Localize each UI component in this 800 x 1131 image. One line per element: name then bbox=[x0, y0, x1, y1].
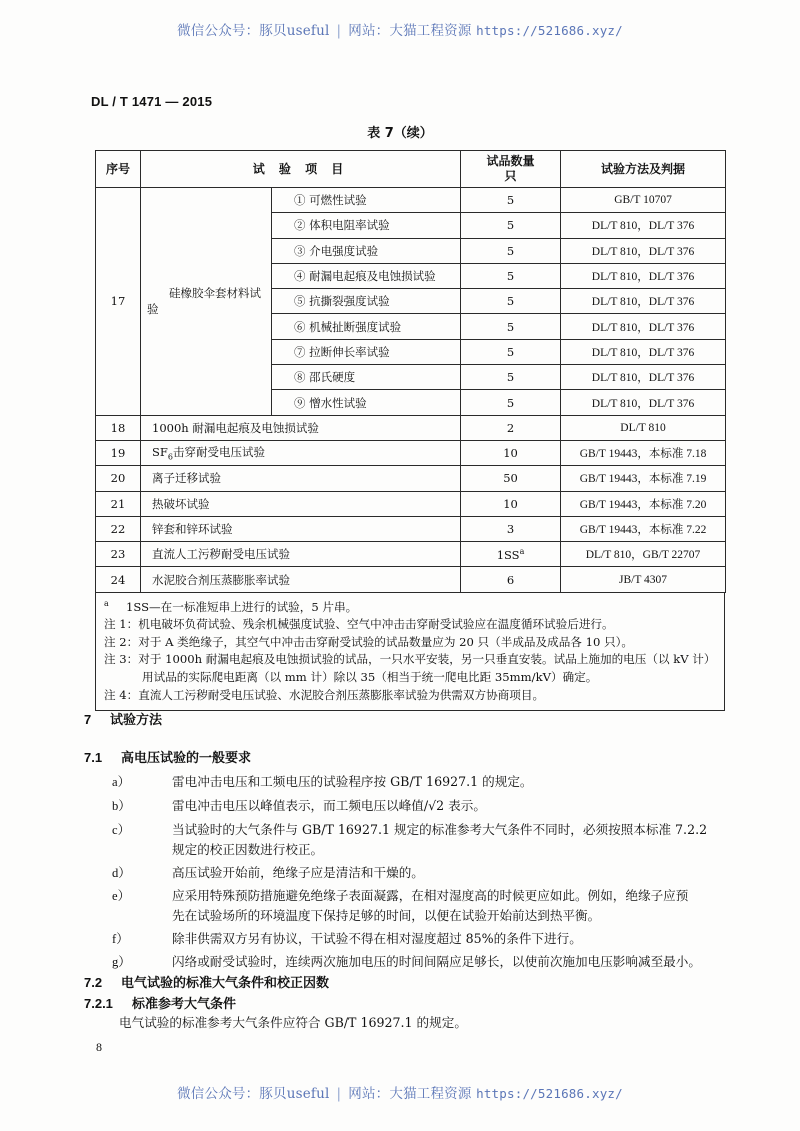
heading-721-title: 标准参考大气条件 bbox=[132, 997, 237, 1012]
watermark-top bbox=[0, 19, 800, 39]
list-item-label-c: c） bbox=[112, 823, 131, 837]
item-19-subscript: 6 bbox=[167, 452, 173, 462]
cell-item-18: 1000h 耐漏电起痕及电蚀损试验 bbox=[141, 415, 461, 440]
watermark-prefix: 微信公众号：豚贝useful bbox=[177, 1086, 330, 1102]
cell-item-21: 热破坏试验 bbox=[141, 491, 461, 516]
group-label-line2: 料试验 bbox=[147, 285, 261, 317]
cell-item-22: 锌套和锌环试验 bbox=[141, 516, 461, 541]
cell-seq-20: 20 bbox=[96, 466, 141, 491]
test-items-table bbox=[95, 150, 726, 593]
watermark-url: https://521686.xyz/ bbox=[476, 23, 623, 38]
cell-subitem-2: ② 体积电阻率试验 bbox=[272, 213, 461, 238]
cell-seq-17: 17 bbox=[96, 188, 141, 416]
cell-method-19: GB/T 19443，本标准 7.18 bbox=[561, 440, 726, 465]
heading-section-7-1 bbox=[84, 747, 251, 766]
list-item bbox=[112, 929, 800, 949]
table-note-3-line1: 注 3：对于 1000h 耐漏电起痕及电蚀损试验的试品，一只水平安装，另一只垂直安装。试品上施加的电压（以 kV 计） bbox=[104, 652, 716, 667]
cell-subitem-1: ① 可燃性试验 bbox=[272, 188, 461, 213]
list-item bbox=[112, 796, 800, 816]
table-row bbox=[96, 567, 726, 592]
watermark-separator: | bbox=[336, 1086, 342, 1102]
list-item bbox=[112, 820, 800, 861]
cell-group-label-17 bbox=[141, 188, 272, 416]
list-item bbox=[112, 886, 800, 927]
cell-seq-19: 19 bbox=[96, 440, 141, 465]
list-item-text-c-line2: 规定的校正因数进行校正。 bbox=[172, 842, 324, 858]
cell-qty-3: 5 bbox=[461, 238, 561, 263]
list-item-text-e-line2: 先在试验场所的环境温度下保持足够的时间，以便在试验开始前达到热平衡。 bbox=[172, 908, 601, 924]
table-note-1: 注 1：机电破坏负荷试验、残余机械强度试验、空气中冲击击穿耐受试验应在温度循环试验后进行。 bbox=[104, 617, 614, 632]
heading-72-title: 电气试验的标准大气条件和校正因数 bbox=[121, 976, 330, 991]
watermark-separator: | bbox=[336, 23, 342, 39]
cell-seq-18: 18 bbox=[96, 415, 141, 440]
list-item-text-f: 除非供需双方另有协议，干试验不得在相对湿度超过 85%的条件下进行。 bbox=[172, 931, 582, 946]
table-notes bbox=[95, 593, 725, 712]
cell-item-19 bbox=[141, 440, 461, 465]
table-row bbox=[96, 516, 726, 541]
cell-qty-19: 10 bbox=[461, 440, 561, 465]
watermark-prefix: 微信公众号：豚贝useful bbox=[177, 23, 330, 39]
watermark-site: 网站：大猫工程资源 bbox=[348, 1086, 472, 1102]
cell-qty-1: 5 bbox=[461, 188, 561, 213]
list-item-text-g: 闪络或耐受试验时，连续两次施加电压的时间间隔应足够长，以使前次施加电压影响减至最小。 bbox=[172, 954, 701, 969]
cell-qty-8: 5 bbox=[461, 365, 561, 390]
heading-section-7-2-1 bbox=[84, 993, 236, 1012]
table-footnote-a bbox=[104, 598, 716, 616]
cell-qty-7: 5 bbox=[461, 339, 561, 364]
table-row bbox=[96, 542, 726, 567]
watermark-bottom bbox=[0, 1082, 800, 1102]
cell-method-6: DL/T 810，DL/T 376 bbox=[561, 314, 726, 339]
list-item-label-b: b） bbox=[112, 799, 131, 813]
table-note-4: 注 4：直流人工污秽耐受电压试验、水泥胶合剂压蒸膨胀率试验为供需双方协商项目。 bbox=[104, 687, 545, 702]
heading-721-number: 7.2.1 bbox=[84, 996, 113, 1011]
cell-method-24: JB/T 4307 bbox=[561, 567, 726, 592]
cell-seq-22: 22 bbox=[96, 516, 141, 541]
list-item-label-a: a） bbox=[112, 775, 131, 789]
list-item bbox=[112, 772, 800, 792]
cell-method-22: GB/T 19443，本标准 7.22 bbox=[561, 516, 726, 541]
list-item-label-g: g） bbox=[112, 955, 131, 969]
cell-seq-24: 24 bbox=[96, 567, 141, 592]
group-label-line1: 硅橡胶伞套材 bbox=[169, 285, 238, 300]
cell-subitem-4: ④ 耐漏电起痕及电蚀损试验 bbox=[272, 263, 461, 288]
table-row bbox=[96, 491, 726, 516]
cell-item-24: 水泥胶合剂压蒸膨胀率试验 bbox=[141, 567, 461, 592]
heading-section-7-2 bbox=[84, 972, 329, 991]
cell-qty-20: 50 bbox=[461, 466, 561, 491]
col-header-quantity-line1: 试品数量 bbox=[486, 154, 535, 168]
col-header-seq: 序号 bbox=[96, 151, 141, 188]
cell-qty-21: 10 bbox=[461, 491, 561, 516]
footnote-marker-a: a bbox=[104, 598, 109, 608]
cell-method-7: DL/T 810，DL/T 376 bbox=[561, 339, 726, 364]
cell-qty-9: 5 bbox=[461, 390, 561, 415]
heading-7-title: 试验方法 bbox=[110, 713, 163, 728]
table-note-2: 注 2：对于 A 类绝缘子，其空气中冲击击穿耐受试验的试品数量应为 20 只（半成品及成品各 10 只）。 bbox=[104, 634, 634, 649]
heading-7-number: 7 bbox=[84, 712, 92, 727]
cell-method-8: DL/T 810，DL/T 376 bbox=[561, 365, 726, 390]
cell-method-18: DL/T 810 bbox=[561, 415, 726, 440]
cell-method-3: DL/T 810，DL/T 376 bbox=[561, 238, 726, 263]
document-code: DL / T 1471 — 2015 bbox=[91, 94, 213, 109]
footnote-a-text: 1SS—在一标准短串上进行的试验，5 片串。 bbox=[126, 599, 358, 614]
heading-section-7 bbox=[84, 709, 162, 728]
cell-item-23: 直流人工污秽耐受电压试验 bbox=[141, 542, 461, 567]
cell-subitem-5: ⑤ 抗撕裂强度试验 bbox=[272, 289, 461, 314]
table-caption: 表 7（续） bbox=[367, 126, 433, 141]
table-row bbox=[96, 440, 726, 465]
cell-qty-18: 2 bbox=[461, 415, 561, 440]
paragraph-7-2-1-body: 电气试验的标准参考大气条件应符合 GB/T 16927.1 的规定。 bbox=[119, 1015, 467, 1030]
table-row bbox=[96, 466, 726, 491]
item-19-prefix: SF bbox=[152, 445, 168, 460]
cell-subitem-6: ⑥ 机械扯断强度试验 bbox=[272, 314, 461, 339]
table-row bbox=[96, 415, 726, 440]
cell-method-5: DL/T 810，DL/T 376 bbox=[561, 289, 726, 314]
cell-subitem-9: ⑨ 憎水性试验 bbox=[272, 390, 461, 415]
col-header-quantity bbox=[461, 151, 561, 188]
list-item-label-d: d） bbox=[112, 866, 131, 880]
cell-seq-23: 23 bbox=[96, 542, 141, 567]
cell-qty-2: 5 bbox=[461, 213, 561, 238]
list-item bbox=[112, 863, 800, 883]
cell-method-9: DL/T 810，DL/T 376 bbox=[561, 390, 726, 415]
cell-item-20: 离子迁移试验 bbox=[141, 466, 461, 491]
cell-subitem-7: ⑦ 拉断伸长率试验 bbox=[272, 339, 461, 364]
cell-method-4: DL/T 810，DL/T 376 bbox=[561, 263, 726, 288]
cell-method-2: DL/T 810，DL/T 376 bbox=[561, 213, 726, 238]
list-item-label-e: e） bbox=[112, 889, 131, 903]
col-header-method: 试验方法及判据 bbox=[561, 151, 726, 188]
list-item-text-c-line1: 当试验时的大气条件与 GB/T 16927.1 规定的标准参考大气条件不同时，必须按照本标准 7.2.2 bbox=[172, 822, 708, 837]
heading-71-number: 7.1 bbox=[84, 750, 103, 765]
qty-23-value: 1SS bbox=[496, 547, 520, 562]
col-header-quantity-line2: 只 bbox=[504, 169, 517, 183]
cell-subitem-8: ⑧ 邵氏硬度 bbox=[272, 365, 461, 390]
page-number: 8 bbox=[96, 1040, 102, 1054]
cell-qty-22: 3 bbox=[461, 516, 561, 541]
col-header-item: 试 验 项 目 bbox=[141, 151, 461, 188]
list-item-text-a: 雷电冲击电压和工频电压的试验程序按 GB/T 16927.1 的规定。 bbox=[172, 774, 533, 789]
cell-qty-4: 5 bbox=[461, 263, 561, 288]
cell-qty-23 bbox=[461, 542, 561, 567]
heading-72-number: 7.2 bbox=[84, 975, 103, 990]
list-item bbox=[112, 952, 800, 972]
cell-qty-5: 5 bbox=[461, 289, 561, 314]
cell-qty-6: 5 bbox=[461, 314, 561, 339]
table-row bbox=[96, 188, 726, 213]
list-item-text-b: 雷电冲击电压以峰值表示，而工频电压以峰值/√2 表示。 bbox=[172, 798, 486, 813]
list-item-text-e-line1: 应采用特殊预防措施避免绝缘子表面凝露，在相对湿度高的时候更应如此。例如，绝缘子应预 bbox=[172, 888, 689, 903]
list-item-text-d: 高压试验开始前，绝缘子应是清洁和干燥的。 bbox=[172, 865, 424, 880]
table-header-row bbox=[96, 151, 726, 188]
heading-71-title: 高电压试验的一般要求 bbox=[121, 751, 252, 766]
watermark-site: 网站：大猫工程资源 bbox=[348, 23, 472, 39]
item-19-suffix: 击穿耐受电压试验 bbox=[172, 445, 265, 460]
cell-method-20: GB/T 19443，本标准 7.19 bbox=[561, 466, 726, 491]
table-7-continued bbox=[95, 150, 725, 711]
list-item-label-f: f） bbox=[112, 932, 129, 946]
cell-subitem-3: ③ 介电强度试验 bbox=[272, 238, 461, 263]
qty-23-footnote-marker: a bbox=[519, 546, 525, 556]
cell-method-1: GB/T 10707 bbox=[561, 188, 726, 213]
cell-seq-21: 21 bbox=[96, 491, 141, 516]
watermark-url: https://521686.xyz/ bbox=[476, 1086, 623, 1101]
cell-qty-24: 6 bbox=[461, 567, 561, 592]
cell-method-21: GB/T 19443，本标准 7.20 bbox=[561, 491, 726, 516]
table-note-3-line2: 用试品的实际爬电距离（以 mm 计）除以 35（相当于统一爬电比距 35mm/kV）确定。 bbox=[142, 670, 598, 685]
cell-method-23: DL/T 810，GB/T 22707 bbox=[561, 542, 726, 567]
